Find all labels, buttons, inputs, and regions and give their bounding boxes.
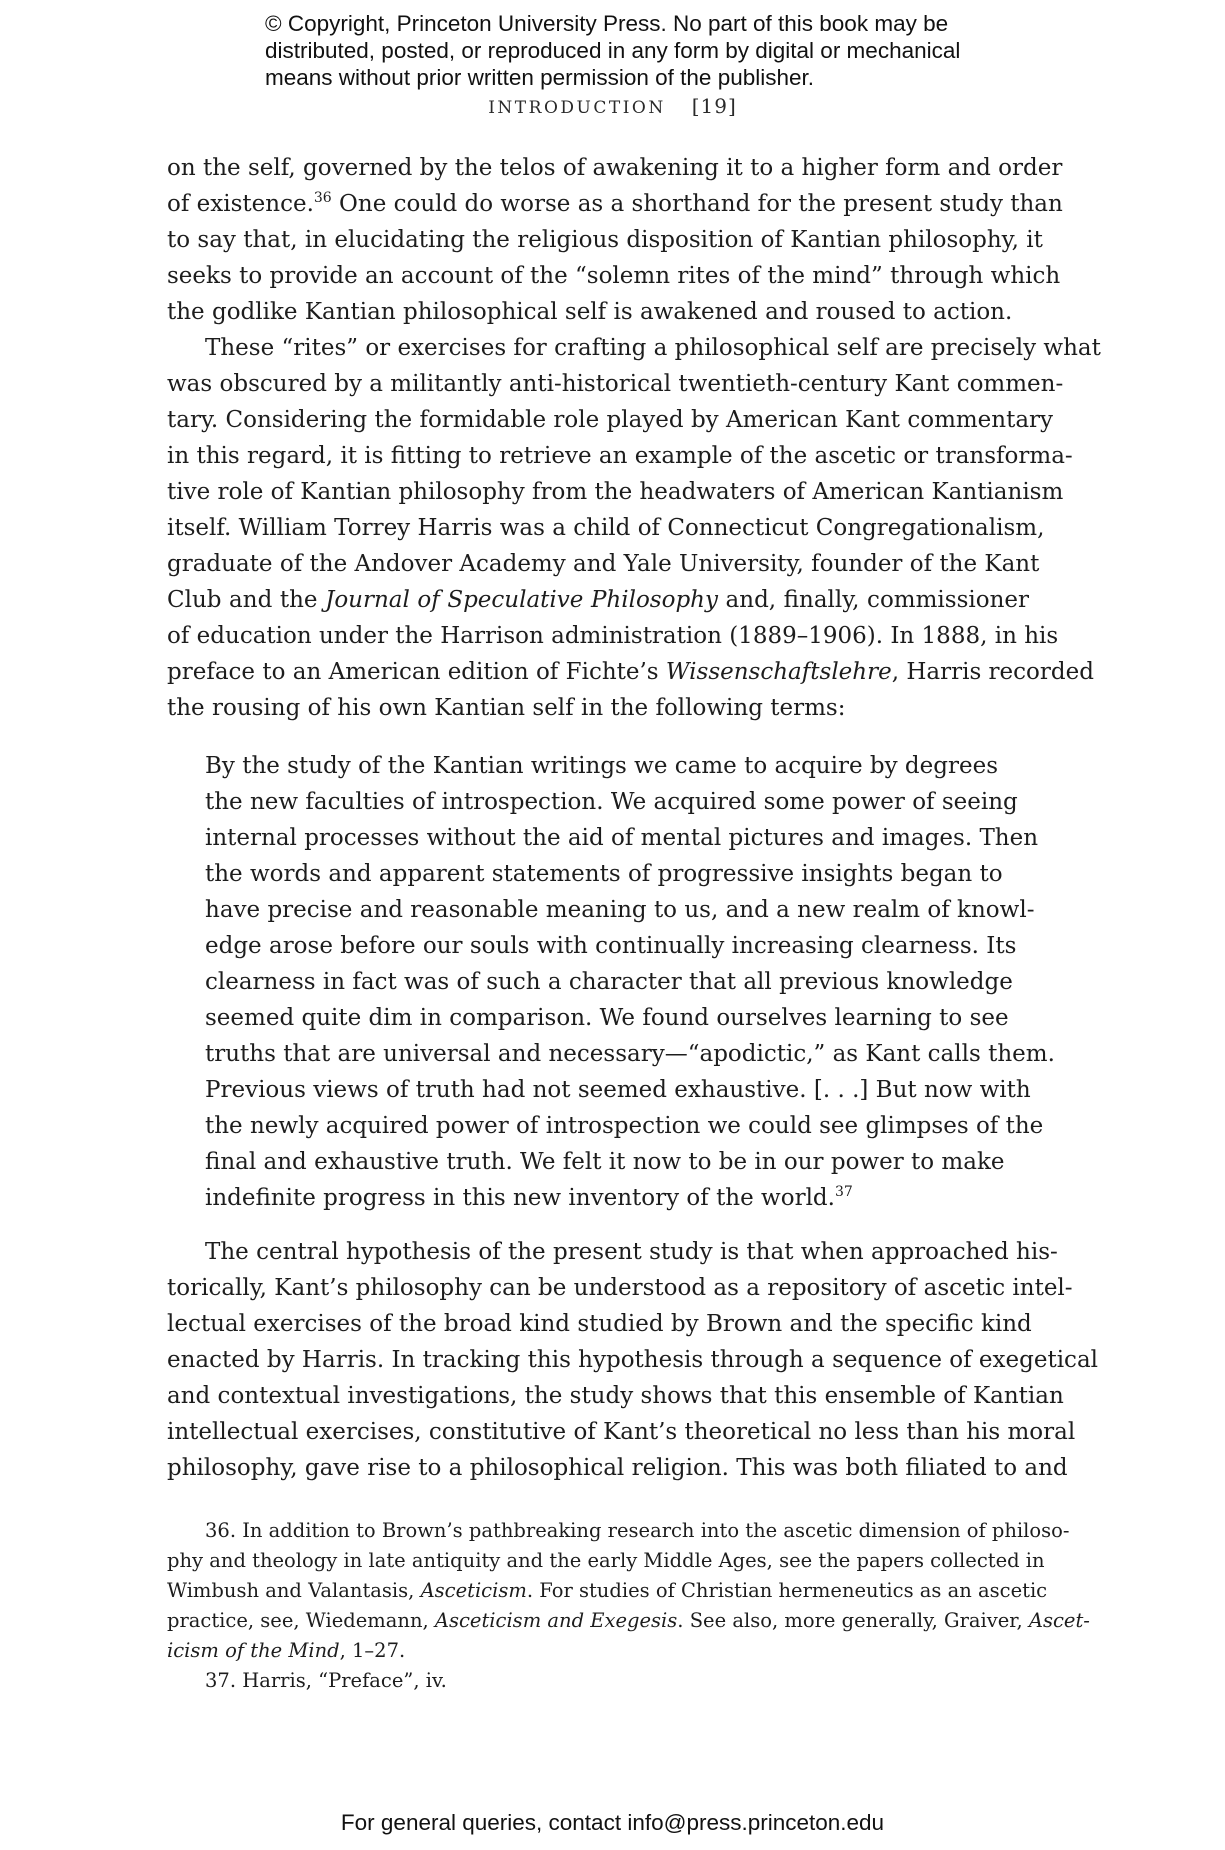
text-line: the rousing of his own Kantian self in the following terms: <box>167 695 846 721</box>
text-line: The central hypothesis of the present study is that when approached his- <box>205 1239 1058 1265</box>
text-line: philosophy, gave rise to a philosophical religion. This was both filiated to and <box>167 1455 1068 1481</box>
quote-line: truths that are universal and necessary—“apodictic,” as Kant calls them. <box>205 1041 1055 1067</box>
text-line: was obscured by a militantly anti-historical twentieth-century Kant commen- <box>167 371 1064 397</box>
quote-line: the words and apparent statements of progressive insights began to <box>205 861 1003 887</box>
text-line: the godlike Kantian philosophical self is awakened and roused to action. <box>167 299 1013 325</box>
text-line: in this regard, it is fitting to retrieve an example of the ascetic or transforma- <box>167 443 1073 469</box>
text-line: tive role of Kantian philosophy from the headwaters of American Kantianism <box>167 479 1064 505</box>
text-line: graduate of the Andover Academy and Yale University, founder of the Kant <box>167 551 1040 577</box>
quote-line: clearness in fact was of such a character that all previous knowledge <box>205 969 1013 995</box>
footer-contact: For general queries, contact info@press.princeton.edu <box>340 1810 885 1835</box>
text-line: Club and the Journal of Speculative Philosophy and, finally, commissioner <box>167 587 1029 613</box>
text-line: enacted by Harris. In tracking this hypothesis through a sequence of exegetical <box>167 1347 1099 1373</box>
text-line: seeks to provide an account of the “solemn rites of the mind” through which <box>167 263 1061 289</box>
text-line: to say that, in elucidating the religious disposition of Kantian philosophy, it <box>167 227 1043 253</box>
footnote-line: icism of the Mind, 1–27. <box>167 1639 406 1662</box>
text-line: and contextual investigations, the study shows that this ensemble of Kantian <box>167 1383 1064 1409</box>
footnote-ref-37[interactable]: 37 <box>834 1184 853 1200</box>
footnotes <box>167 1516 1090 1696</box>
text-line: of education under the Harrison administration (1889–1906). In 1888, in his <box>167 623 1059 649</box>
footnote-line: Wimbush and Valantasis, Asceticism. For studies of Christian hermeneutics as an ascetic <box>167 1579 1048 1602</box>
quote-line: have precise and reasonable meaning to us, and a new realm of knowl- <box>205 897 1035 923</box>
footnote-line: practice, see, Wiedemann, Asceticism and Exegesis. See also, more generally, Graiver, Ascet- <box>167 1609 1090 1632</box>
copyright-notice <box>265 10 1025 91</box>
quote-line: Previous views of truth had not seemed exhaustive. [. . .] But now with <box>205 1077 1031 1103</box>
quote-line: final and exhaustive truth. We felt it now to be in our power to make <box>205 1149 1005 1175</box>
quote-line: By the study of the Kantian writings we came to acquire by degrees <box>205 753 998 779</box>
text-line: intellectual exercises, constitutive of Kant’s theoretical no less than his moral <box>167 1419 1076 1445</box>
paragraph <box>167 150 1063 330</box>
copyright-line: means without prior written permission of the publisher. <box>265 65 815 90</box>
book-title: Wissenschaftslehre <box>665 659 892 685</box>
text-line: of existence.$^{36}$ One could do worse as a shorthand for the present study than <box>167 190 1063 217</box>
paragraph <box>167 1234 1099 1486</box>
text-line: torically, Kant’s philosophy can be understood as a repository of ascetic intel- <box>167 1275 1073 1301</box>
journal-title: Journal of Speculative Philosophy <box>325 587 718 613</box>
footnote-37 <box>167 1666 1029 1696</box>
text-line: lectual exercises of the broad kind studied by Brown and the specific kind <box>167 1311 1032 1337</box>
quote-line: the new faculties of introspection. We acquired some power of seeing <box>205 789 1018 815</box>
text-line: on the self, governed by the telos of awakening it to a higher form and order <box>167 155 1063 181</box>
footnote-ref-36[interactable]: 36 <box>313 190 332 206</box>
footnote-line: 37. Harris, “Preface”, iv. <box>205 1669 447 1692</box>
footnote-line: phy and theology in late antiquity and the early Middle Ages, see the papers collected in <box>167 1549 1045 1572</box>
paragraph <box>167 330 1101 726</box>
text-line: preface to an American edition of Fichte’s Wissenschaftslehre, Harris recorded <box>167 659 1094 685</box>
footnote-line: 36. In addition to Brown’s pathbreaking research into the ascetic dimension of philoso- <box>205 1519 1070 1542</box>
quote-line: edge arose before our souls with continually increasing clearness. Its <box>205 933 1017 959</box>
quote-line: internal processes without the aid of mental pictures and images. Then <box>205 825 1039 851</box>
copyright-line: © Copyright, Princeton University Press. No part of this book may be <box>265 11 949 36</box>
running-head <box>0 94 1225 118</box>
page-number: [19] <box>691 94 737 118</box>
quote-line: the newly acquired power of introspection we could see glimpses of the <box>205 1113 1044 1139</box>
block-quote <box>205 748 1055 1216</box>
footnote-36 <box>167 1516 1090 1666</box>
quote-line: seemed quite dim in comparison. We found ourselves learning to see <box>205 1005 1009 1031</box>
running-title: INTRODUCTION <box>488 98 666 118</box>
main-text <box>167 150 1101 1486</box>
copyright-line: distributed, posted, or reproduced in any form by digital or mechanical <box>265 38 961 63</box>
text-line: These “rites” or exercises for crafting a philosophical self are precisely what <box>205 335 1101 361</box>
text-line: tary. Considering the formidable role played by American Kant commentary <box>167 407 1054 433</box>
quote-line: indefinite progress in this new inventory of the world.$^{37}$ <box>205 1184 853 1211</box>
text-line: itself. William Torrey Harris was a child of Connecticut Congregationalism, <box>167 515 1045 541</box>
